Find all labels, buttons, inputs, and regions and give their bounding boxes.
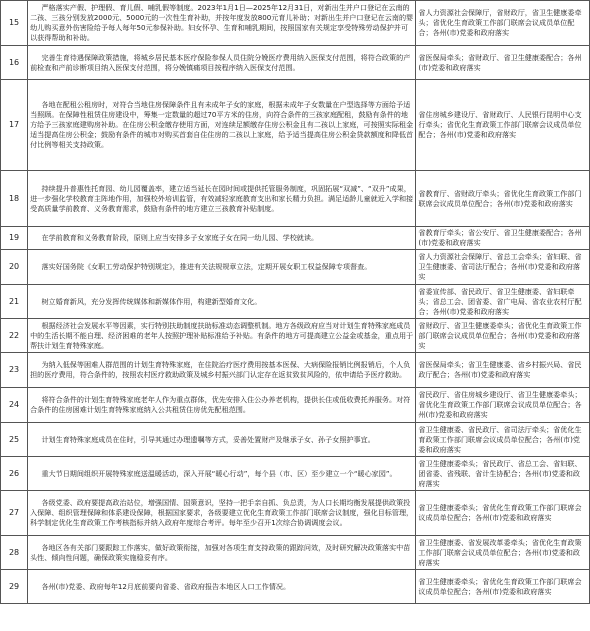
task-text: 各州(市)党委、政府每年12月底前要向省委、省政府报告本地区人口工作情况。 — [41, 581, 291, 591]
task-cell — [28, 250, 416, 285]
responsibility-text: 省财政厅、省卫生健康委牵头；省优化生育政策工作部门联席会议成员单位配合；各州(市)党委和政府落实 — [418, 320, 582, 350]
task-text: 各级党委、政府要提高政治站位，增强国情、国策意识，坚持一把手亲自抓、负总责，为人口长期均衡发展提供政策投入保障、组织管理保障和体系建设保障，根据国家要求，各级要建立优化生育政策工作部门联席会议制度，强化目标管理，科学制定优化生育政策工作考核指标并纳入政府年度综合考评。每年至少召开1次综合协调调度会议。 — [30, 498, 414, 527]
task-cell — [28, 171, 416, 227]
task-text: 计划生育特殊家庭成员在住时，引导其通过办理遗嘱等方式，妥善处置财产及继承子女、孙子女照护事宜。 — [41, 434, 375, 444]
responsibility-text: 省委宣传部、省民政厅、省卫生健康委、省妇联牵头；省总工会、团省委、省广电局、省农业农村厅配合；各州(市)党委和政府落实 — [418, 286, 582, 316]
table-row — [1, 250, 590, 285]
table-row — [1, 46, 590, 80]
responsibility-text: 省教育厅、省财政厅牵头；省优化生育政策工作部门联席会议成员单位配合；各州(市)党委和政府落实 — [418, 188, 582, 208]
task-text: 根据经济社会发展水平等因素，实行特别扶助制度扶助标准动态调整机制。地方各级政府应当对计划生育特殊家庭成员中的生活长期不能自理、经济困难的老年人按照护理补贴标准给予补贴。有条件的地方可提高建立公益金或基金，重点用于帮扶计划生育特殊家庭。 — [30, 320, 414, 350]
row-number: 15 — [1, 1, 28, 46]
table-row — [1, 171, 590, 227]
table-row — [1, 457, 590, 491]
table-row — [1, 570, 590, 604]
responsibility-text: 省人力资源社会保障厅、省总工会牵头；省妇联、省卫生健康委、省司法厅配合；各州(市)党委和政府落实 — [418, 252, 582, 281]
row-number: 24 — [1, 388, 28, 423]
responsibility-text: 省卫生健康委、省发展改革委牵头；省优化生育政策工作部门联席会议成员单位配合；各州(市)党委和政府落实 — [418, 537, 582, 567]
responsibility-cell — [416, 250, 590, 285]
task-cell — [28, 423, 416, 457]
task-cell — [28, 319, 416, 353]
responsibility-text: 省医保局牵头；省财政厅、省卫生健康委配合；各州(市)党委和政府落实 — [418, 52, 582, 72]
responsibility-cell — [416, 536, 590, 570]
table-row — [1, 536, 590, 570]
task-cell — [28, 457, 416, 491]
table-row — [1, 227, 590, 250]
row-number: 17 — [1, 80, 28, 171]
task-text: 各地区各有关部门要跟踪工作落实，做好政策衔接，加强对各项生育支持政策的跟踪问效，及时研究解决政策落实中苗头性、倾向性问题，确保政策实施稳妥有序。 — [30, 542, 411, 562]
table-row — [1, 1, 590, 46]
task-cell — [28, 491, 416, 536]
task-text: 各地在配租公租房时，对符合当地住房保障条件且有未成年子女的家庭，根据未成年子女数量在户型选择等方面给予适当照顾。在保障性租赁住房建设中，筹集一定数量的超过70平方米的住房，向符合条件的三孩家庭配租，鼓励有条件的地方给予三孩家庭建购房补助。在住房公积金缴存使用方面，对连续足额缴存住房公积金且有二孩以上家庭，可按照实际租金适当提高住房公积金；鼓励有条件的城市对购买首套自住住房的二孩以上家庭，给予适当提高住房公积金贷款额度和降低首付比例等相关支持政策。 — [30, 100, 414, 149]
row-number: 28 — [1, 536, 28, 570]
task-text: 持续提升普惠性托育园、幼儿园覆盖率，建立适当延长在园时间或提供托管服务制度，巩固拓展“双减”、“双升”成果，进一步强化学校教育主阵地作用，加强校外培训监管，有效减轻家庭教育支出和家长精力负担。满足适龄儿童就近入学和接受高质量学前教育、义务教育需求，鼓励有条件的地方建立三孩教育补贴制度。 — [30, 183, 414, 213]
table-row — [1, 285, 590, 319]
task-text: 重大节日期间组织开展特殊家庭送温暖活动，深入开展“暖心行动”，每个县（市、区）至少建立一个“暖心家园”。 — [41, 468, 397, 478]
row-number: 25 — [1, 423, 28, 457]
responsibility-cell — [416, 491, 590, 536]
row-number: 21 — [1, 285, 28, 319]
row-number: 23 — [1, 353, 28, 388]
task-cell — [28, 227, 416, 250]
responsibility-text: 省卫生健康委牵头；省民政厅、省总工会、省妇联、团省委、省残联、省计生协配合；各州(市)党委和政府落实 — [418, 458, 582, 488]
task-cell — [28, 570, 416, 604]
task-text: 树立婚育新风，充分发挥传统媒体和新媒体作用，构建新型婚育文化。 — [41, 296, 262, 306]
task-text: 落实好国务院《女职工劳动保护特别规定》，推进有关法规规章立法，定期开展女职工权益保障专项督查。 — [41, 262, 372, 271]
responsibility-text: 省住房城乡建设厅、省财政厅、人民银行昆明中心支行牵头；省优化生育政策工作部门联席会议成员单位配合；各州(市)党委和政府落实 — [418, 110, 582, 139]
responsibility-cell — [416, 570, 590, 604]
responsibility-cell — [416, 171, 590, 227]
task-text: 完善生育待遇保障政策措施，将城乡居民基本医疗保险参保人员住院分娩医疗费用纳入医保支付范围，将符合政策的产前检查和产前诊断项目纳入医保支付范围，将分娩镇痛项目按程序纳入医保支付范围。 — [30, 52, 411, 72]
task-cell — [28, 285, 416, 319]
table-row — [1, 319, 590, 353]
responsibility-cell — [416, 285, 590, 319]
row-number: 29 — [1, 570, 28, 604]
responsibility-cell — [416, 227, 590, 250]
responsibility-cell — [416, 80, 590, 171]
responsibility-text: 省民政厅、省住房城乡建设厅、省卫生健康委牵头；省优化生育政策工作部门联席会议成员单位配合；各州(市)党委和政府落实 — [418, 390, 582, 419]
table-row — [1, 423, 590, 457]
responsibility-text: 省人力资源社会保障厅，省财政厅，省卫生健康委牵头；省优化生育政策工作部门联席会议成员单位配合；各州(市)党委和政府落实 — [418, 8, 582, 37]
row-number: 26 — [1, 457, 28, 491]
row-number: 18 — [1, 171, 28, 227]
task-text: 在学前教育和义务教育阶段，原则上应当安排多子女家庭子女在同一幼儿园、学校就读。 — [41, 233, 319, 242]
responsibility-cell — [416, 46, 590, 80]
table-row — [1, 491, 590, 536]
task-text: 将符合条件的计划生育特殊家庭老年人作为重点群体，优先安排入住公办养老机构，提供长住或低收费托养服务。对符合条件的住房困难计划生育特殊家庭纳入公共租赁住房优先配租范围。 — [30, 395, 411, 414]
responsibility-cell — [416, 319, 590, 353]
responsibility-cell — [416, 423, 590, 457]
task-cell — [28, 353, 416, 388]
task-cell — [28, 388, 416, 423]
task-cell — [28, 80, 416, 171]
task-cell — [28, 46, 416, 80]
responsibility-cell — [416, 457, 590, 491]
row-number: 22 — [1, 319, 28, 353]
task-cell — [28, 1, 416, 46]
row-number: 19 — [1, 227, 28, 250]
row-number: 27 — [1, 491, 28, 536]
task-cell — [28, 536, 416, 570]
responsibility-text: 省教育厅牵头；省公安厅、省卫生健康委配合；各州(市)党委和政府落实 — [418, 228, 582, 247]
task-text: 严格落实产假、护理假、育儿假、哺乳假等制度。2023年1月1日—2025年12月31日，对新出生并户口登记在云南的二孩、三孩分别发放2000元、5000元的一次性生育补助，并按年度发放800元育儿补助；对新出生并户口登记在云南的婴幼儿购买意外伤害险给予每人每年50元参保补助。妇女怀孕、生育和哺乳期间，按照国家有关规定享受特殊劳动保护并可以获得帮助和补助。 — [30, 3, 414, 42]
responsibility-text: 省卫生健康委牵头；省优化生育政策工作部门联席会议成员单位配合；各州(市)党委和政府落实 — [418, 576, 582, 596]
responsibility-text: 省卫生健康委、省民政厅、省司法厅牵头；省优化生育政策工作部门联席会议成员单位配合；各州(市)党委和政府落实 — [418, 424, 582, 454]
responsibility-text: 省医保局牵头；省卫生健康委、省乡村振兴局、省民政厅配合；各州(市)党委和政府落实 — [418, 360, 582, 379]
row-number: 20 — [1, 250, 28, 285]
responsibility-cell — [416, 388, 590, 423]
row-number: 16 — [1, 46, 28, 80]
table-row — [1, 353, 590, 388]
responsibility-cell — [416, 353, 590, 388]
table-row — [1, 80, 590, 171]
responsibility-text: 省卫生健康委牵头；省优化生育政策工作部门联席会议成员单位配合；各州(市)党委和政府落实 — [418, 503, 582, 522]
table-row — [1, 388, 590, 423]
task-text: 为纳入低保等困难人群范围的计划生育特殊家庭，在住院治疗医疗费用按基本医保、大病保险报销比例报销后，个人负担的医疗费用，符合条件的，按照农村医疗救助政策及城乡村振兴部门认定存在返贫致贫风险的，依申请给予医疗救助。 — [30, 360, 411, 379]
responsibility-cell — [416, 1, 590, 46]
